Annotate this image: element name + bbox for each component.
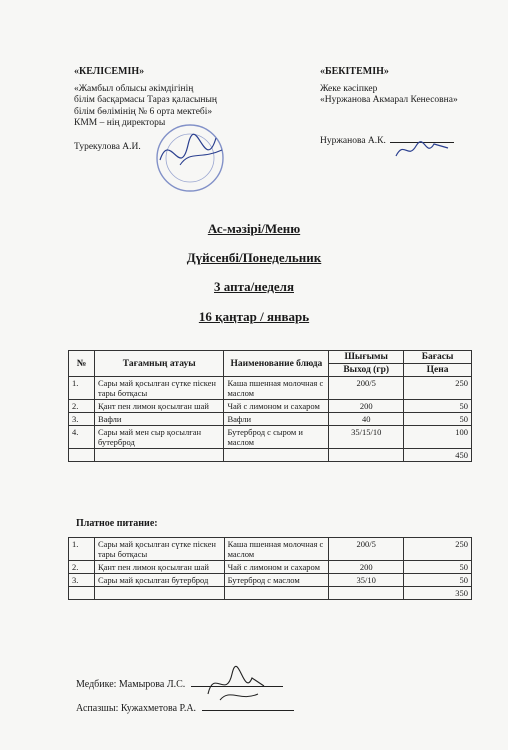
cell-name-ru: Вафли [224, 413, 329, 426]
header-name-ru: Наименование блюда [224, 351, 329, 377]
approval-line: Жеке кәсіпкер [320, 83, 378, 94]
table-row [69, 426, 472, 449]
cell-empty [329, 587, 404, 600]
cell-name-ru: Чай с лимоном и сахаром [224, 400, 329, 413]
menu-table [68, 350, 472, 462]
cell-price: 100 [404, 426, 472, 449]
cell-name-kz: Қант пен лимон қосылған шай [94, 400, 224, 413]
cell-empty [224, 449, 329, 462]
cell-name-ru: Каша пшенная молочная с маслом [224, 377, 329, 400]
header-price-kz: Бағасы [404, 351, 472, 364]
cell-empty [69, 449, 95, 462]
cell-price: 50 [404, 413, 472, 426]
cell-name-kz: Сары май қосылған бутерброд [94, 574, 224, 587]
menu-title: Ас-мәзірі/Меню [207, 221, 301, 236]
table-row [69, 574, 472, 587]
signer-name: Нуржанова А.К. [320, 135, 386, 146]
cell-name-ru: Бутерброд с сыром и маслом [224, 426, 329, 449]
table-row [69, 538, 472, 561]
paid-table [68, 537, 472, 600]
cell-price: 50 [404, 574, 472, 587]
header-price-ru: Цена [404, 364, 472, 377]
cell-price: 50 [404, 400, 472, 413]
cell-num: 2. [69, 400, 95, 413]
cell-name-ru: Бутерброд с маслом [224, 574, 329, 587]
approval-line: білім бөлімінің № 6 орта мектебі» [74, 106, 213, 117]
week-title: 3 апта/неделя [214, 279, 294, 294]
table-header-row [69, 351, 472, 364]
signature-icon [392, 138, 452, 162]
cell-num: 3. [69, 413, 95, 426]
cell-yield: 35/10 [329, 574, 404, 587]
stamp-seal-icon [150, 120, 230, 195]
cell-total: 350 [404, 587, 472, 600]
cell-num: 4. [69, 426, 95, 449]
cell-empty [94, 449, 224, 462]
cell-price: 250 [404, 377, 472, 400]
cell-name-kz: Сары май қосылған сүтке піскен тары ботқасы [94, 377, 224, 400]
cell-yield: 35/15/10 [329, 426, 404, 449]
signature-icon [200, 664, 270, 706]
cell-name-kz: Сары май мен сыр қосылған бутерброд [94, 426, 224, 449]
header-yield-ru: Выход (гр) [329, 364, 404, 377]
approval-heading: «КЕЛІСЕМІН» [74, 66, 145, 77]
cell-name-kz: Вафли [94, 413, 224, 426]
approval-line: КММ – нің директоры [74, 118, 166, 128]
cell-num: 1. [69, 377, 95, 400]
approval-heading: «БЕКІТЕМІН» [320, 66, 389, 77]
cell-name-kz: Қант пен лимон қосылған шай [94, 561, 224, 574]
cell-yield: 200 [329, 400, 404, 413]
cell-name-kz: Сары май қосылған сүтке піскен тары ботқасы [94, 538, 224, 561]
day-title: Дүйсенбі/Понедельник [186, 250, 322, 265]
cell-name-ru: Чай с лимоном и сахаром [224, 561, 329, 574]
cell-empty [69, 587, 95, 600]
header-yield-kz: Шығымы [329, 351, 404, 364]
cell-yield: 200/5 [329, 377, 404, 400]
date-title: 16 қаңтар / январь [198, 309, 310, 324]
table-total-row [69, 449, 472, 462]
cell-empty [224, 587, 329, 600]
approval-line: «Нуржанова Акмарал Кенесовна» [320, 95, 458, 105]
table-row [69, 377, 472, 400]
header-name-kz: Тағамның атауы [94, 351, 224, 377]
cell-num: 3. [69, 574, 95, 587]
table-total-row [69, 587, 472, 600]
approval-block-right [320, 66, 480, 147]
cell-name-ru: Каша пшенная молочная с маслом [224, 538, 329, 561]
cell-num: 1. [69, 538, 95, 561]
header-num: № [69, 351, 95, 377]
table-row [69, 413, 472, 426]
paid-section-label: Платное питание: [76, 518, 158, 529]
cell-num: 2. [69, 561, 95, 574]
cook-name: Аспазшы: Кужахметова Р.А. [76, 703, 197, 714]
cell-empty [329, 449, 404, 462]
cell-yield: 40 [329, 413, 404, 426]
cell-yield: 200 [329, 561, 404, 574]
cell-total: 450 [404, 449, 472, 462]
table-row [69, 561, 472, 574]
nurse-name: Медбике: Мамырова Л.С. [76, 679, 186, 690]
cell-yield: 200/5 [329, 538, 404, 561]
signer-name: Турекулова А.И. [74, 141, 141, 152]
cell-price: 250 [404, 538, 472, 561]
approval-line: білім басқармасы Тараз қаласының [74, 95, 217, 105]
approval-line: «Жамбыл облысы әкімдігінің [74, 83, 194, 94]
cell-price: 50 [404, 561, 472, 574]
table-row [69, 400, 472, 413]
cell-empty [94, 587, 224, 600]
